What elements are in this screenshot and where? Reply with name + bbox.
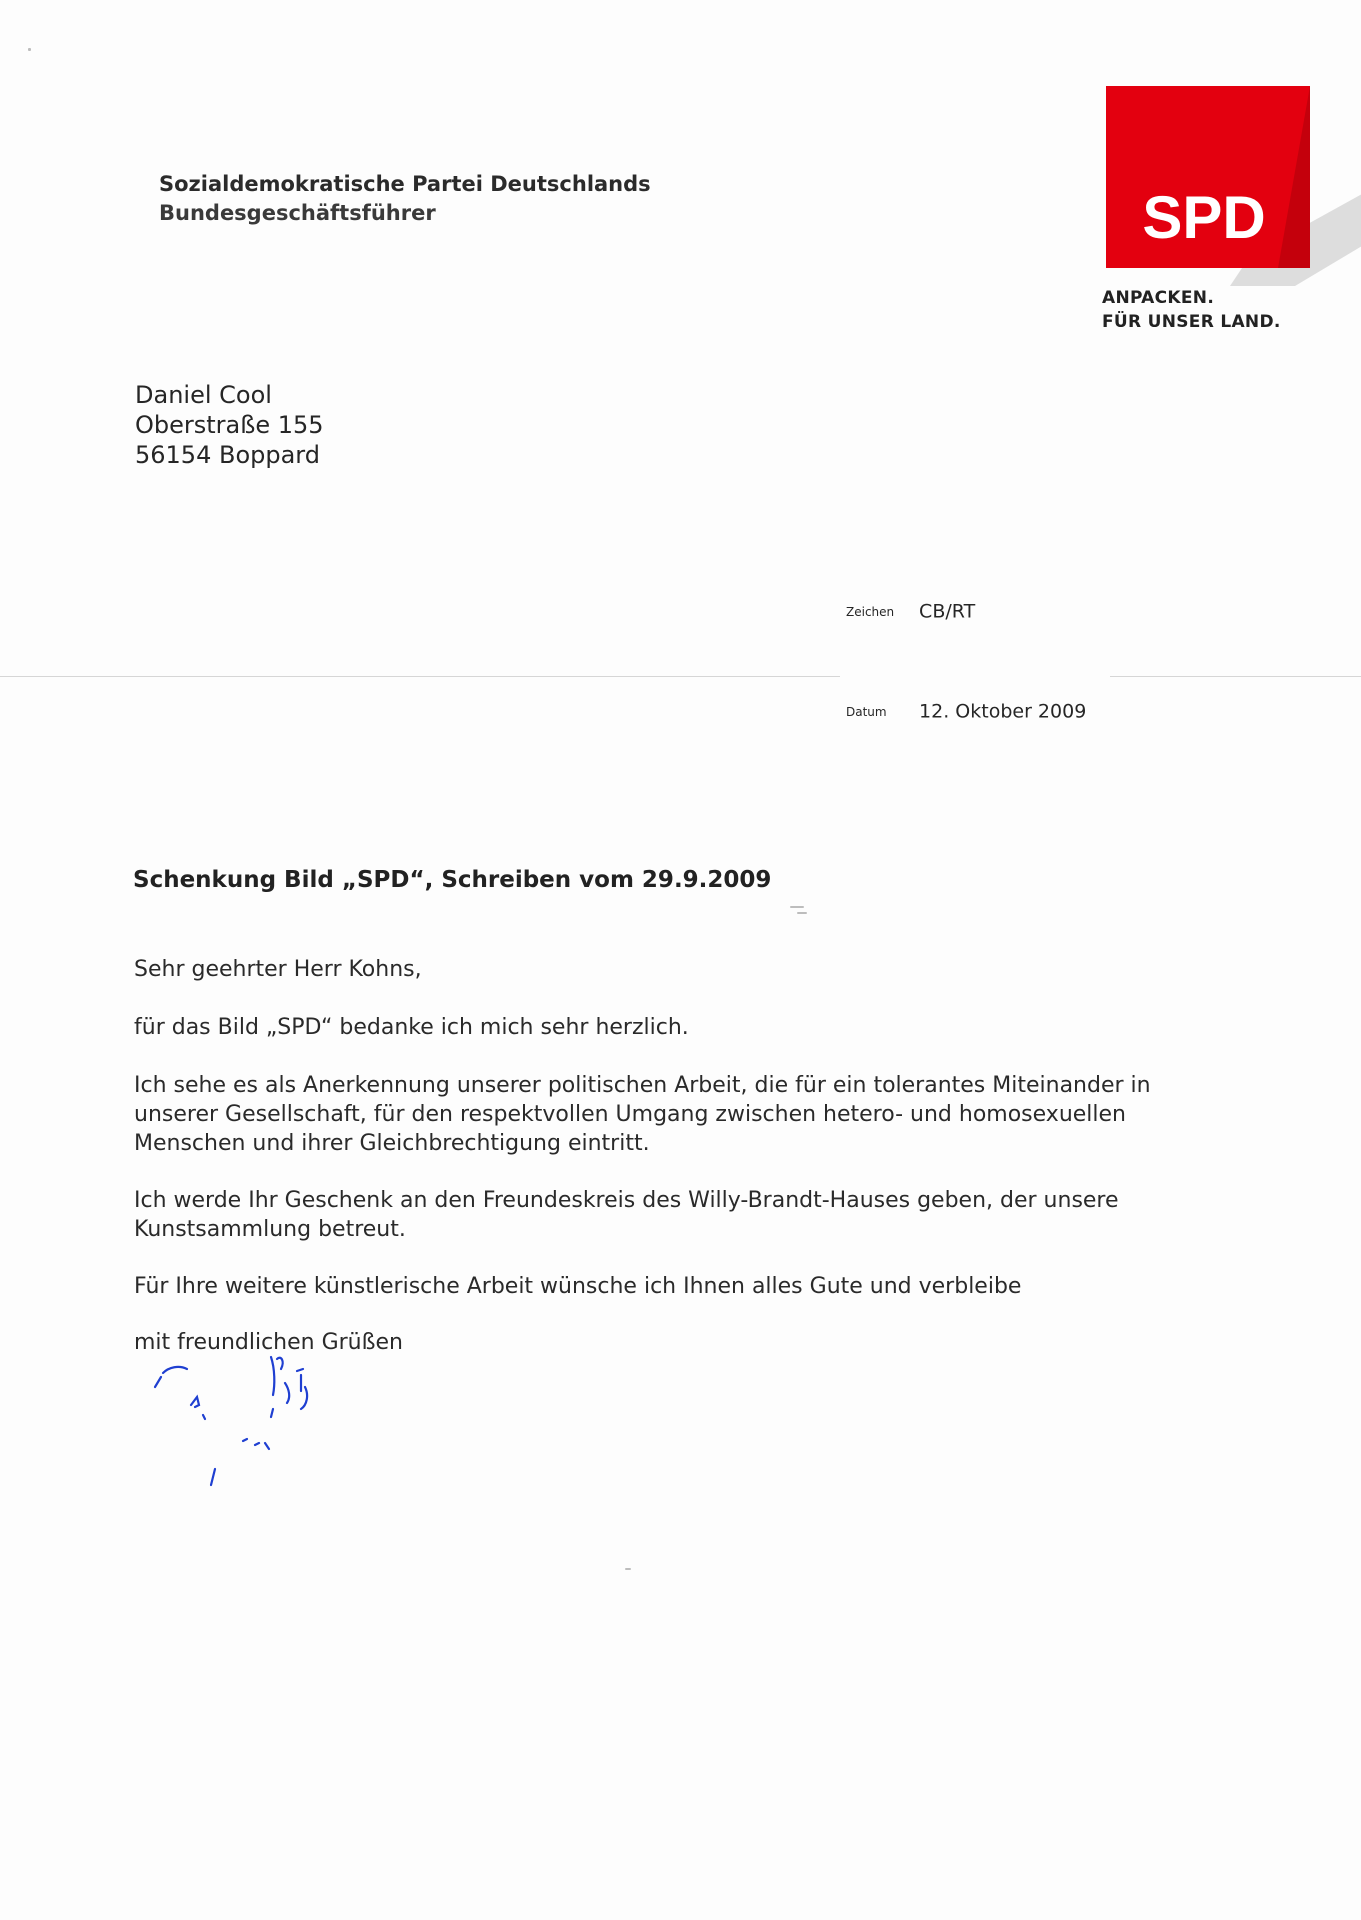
- slogan-line-1: ANPACKEN.: [1102, 288, 1215, 308]
- handwritten-signature: [125, 1345, 375, 1495]
- scan-speck: [797, 912, 807, 914]
- reference-value: CB/RT: [919, 600, 976, 623]
- scan-speck: [790, 906, 804, 908]
- date-label: Datum: [846, 704, 887, 719]
- letter-salutation: Sehr geehrter Herr Kohns,: [134, 957, 422, 982]
- letterhead-sender: [159, 170, 651, 228]
- fold-line: [0, 676, 1361, 677]
- letter-subject: Schenkung Bild „SPD“, Schreiben vom 29.9.2009: [133, 867, 772, 893]
- date-value: 12. Oktober 2009: [919, 700, 1087, 723]
- scan-speck: [625, 1568, 631, 1570]
- logo-text: SPD: [1142, 184, 1266, 251]
- reference-label: Zeichen: [846, 604, 895, 619]
- org-name: Sozialdemokratische Partei Deutschlands: [159, 172, 651, 196]
- scan-speck: [28, 48, 31, 51]
- recipient-address: [135, 380, 324, 470]
- letter-paragraph: Ich werde Ihr Geschenk an den Freundeskreis des Willy-Brandt-Hauses geben, der unsere Kunstsammlung betreut.: [134, 1188, 1119, 1242]
- letter-paragraph: Für Ihre weitere künstlerische Arbeit wünsche ich Ihnen alles Gute und verbleibe: [134, 1274, 1022, 1299]
- spd-logo: [1100, 86, 1361, 286]
- reference-field: [846, 600, 975, 623]
- letter-paragraph: Ich sehe es als Anerkennung unserer politischen Arbeit, die für ein tolerantes Miteinander in unserer Gesellschaft, für den respektvollen Umgang zwischen hetero- und homosexuellen Menschen und ihrer Gleichbrechtigung eintritt.: [134, 1073, 1151, 1156]
- recipient-city: 56154 Boppard: [135, 441, 320, 469]
- date-field: [846, 700, 1086, 723]
- recipient-street: Oberstraße 155: [135, 411, 324, 439]
- slogan-line-2: FÜR UNSER LAND.: [1102, 312, 1281, 332]
- recipient-name: Daniel Cool: [135, 381, 272, 409]
- slogan: [1102, 286, 1281, 334]
- letter-closing: mit freundlichen Grüßen: [134, 1330, 403, 1355]
- department: Bundesgeschäftsführer: [159, 201, 436, 225]
- letter-paragraph: für das Bild „SPD“ bedanke ich mich sehr herzlich.: [134, 1015, 689, 1040]
- fold-gap: [840, 672, 1110, 680]
